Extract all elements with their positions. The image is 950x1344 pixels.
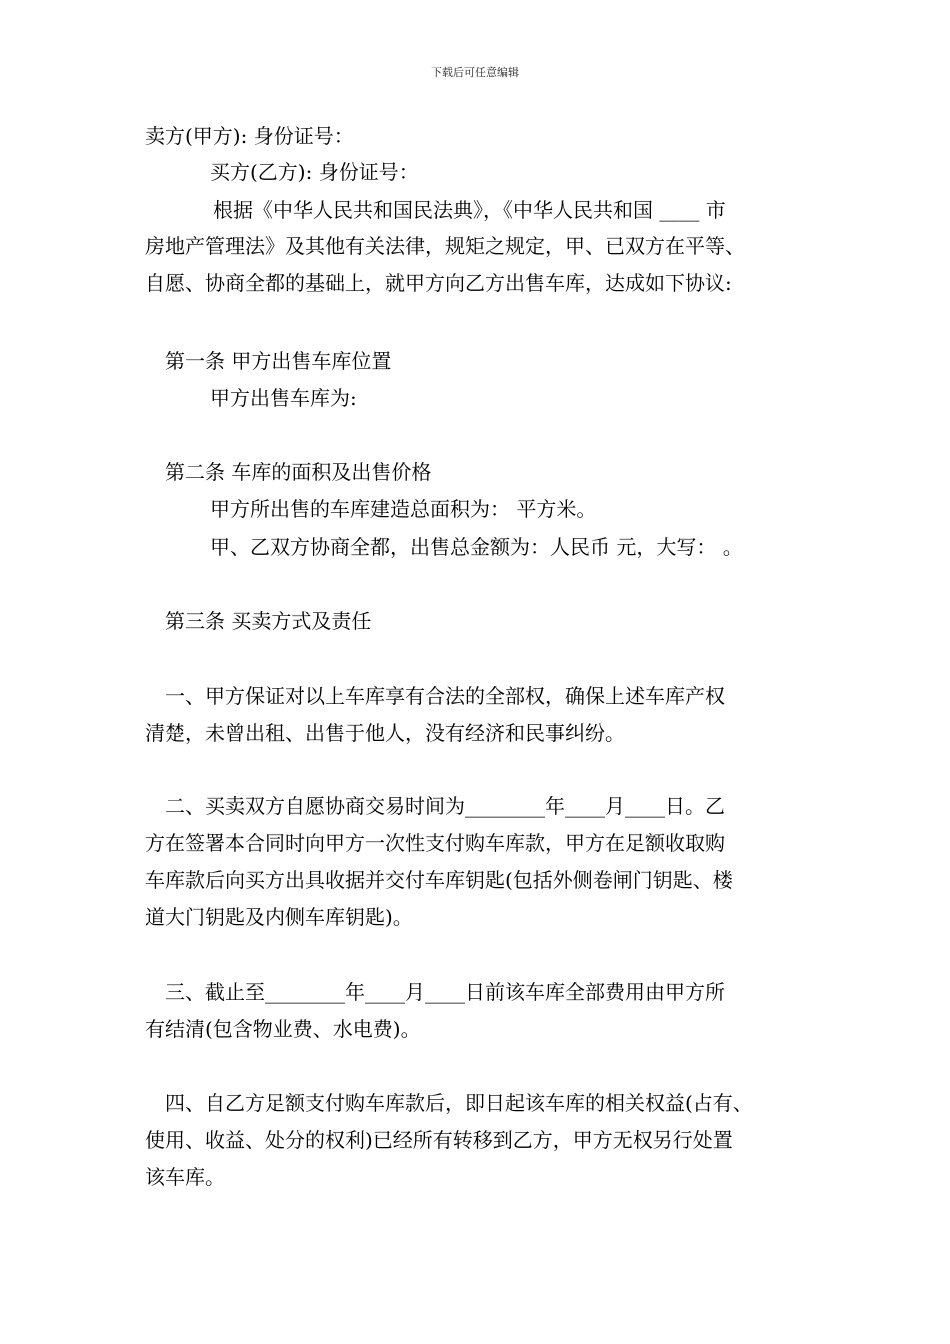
clause-4-line-1: 四、自乙方足额支付购车库款后，即日起该车库的相关权益(占有、 xyxy=(165,1091,753,1115)
preamble-line-1: 根据《中华人民共和国民法典》，《中华人民共和国 ____ 市 xyxy=(213,198,726,222)
page-header: 下载后可任意编辑 xyxy=(431,66,519,79)
clause-2-line-4: 道大门钥匙及内侧车库钥匙)。 xyxy=(145,905,413,929)
clause-1-line-1: 一、甲方保证对以上车库享有合法的全部权，确保上述车库产权 xyxy=(165,684,725,708)
article-2-heading: 第二条 车库的面积及出售价格 xyxy=(165,460,432,484)
preamble-line-3: 自愿、协商全都的基础上，就甲方向乙方出售车库，达成如下协议: xyxy=(145,271,732,295)
clause-2-line-2: 方在签署本合同时向甲方一次性支付购车库款，甲方在足额收取购 xyxy=(145,831,725,855)
article-1-body: 甲方出售车库为: xyxy=(210,386,357,410)
article-2-price: 甲、乙双方协商全都，出售总金额为：人民币 元，大写： 。 xyxy=(210,535,743,559)
clause-1-line-2: 清楚，未曾出租、出售于他人，没有经济和民事纠纷。 xyxy=(145,721,625,745)
preamble-line-2: 房地产管理法》及其他有关法律，规矩之规定，甲、已双方在平等、 xyxy=(145,234,745,258)
article-3-heading: 第三条 买卖方式及责任 xyxy=(165,609,372,633)
clause-3-line-1: 三、截止至________年____月____日前该车库全部费用由甲方所 xyxy=(165,980,725,1004)
article-1-heading: 第一条 甲方出售车库位置 xyxy=(165,349,392,373)
clause-4-line-2: 使用、收益、处分的权利)已经所有转移到乙方，甲方无权另行处置 xyxy=(145,1128,733,1152)
clause-2-line-3: 车库款后向买方出具收据并交付车库钥匙(包括外侧卷闸门钥匙、楼 xyxy=(145,868,733,892)
clause-3-line-2: 有结清(包含物业费、水电费)。 xyxy=(145,1017,421,1041)
article-2-area: 甲方所出售的车库建造总面积为： 平方米。 xyxy=(210,497,597,521)
buyer-line: 买方(乙方): 身份证号： xyxy=(210,160,419,184)
seller-line: 卖方(甲方): 身份证号： xyxy=(145,124,354,148)
clause-4-line-3: 该车库。 xyxy=(145,1165,225,1189)
clause-2-line-1: 二、买卖双方自愿协商交易时间为________年____月____日。乙 xyxy=(165,794,725,818)
